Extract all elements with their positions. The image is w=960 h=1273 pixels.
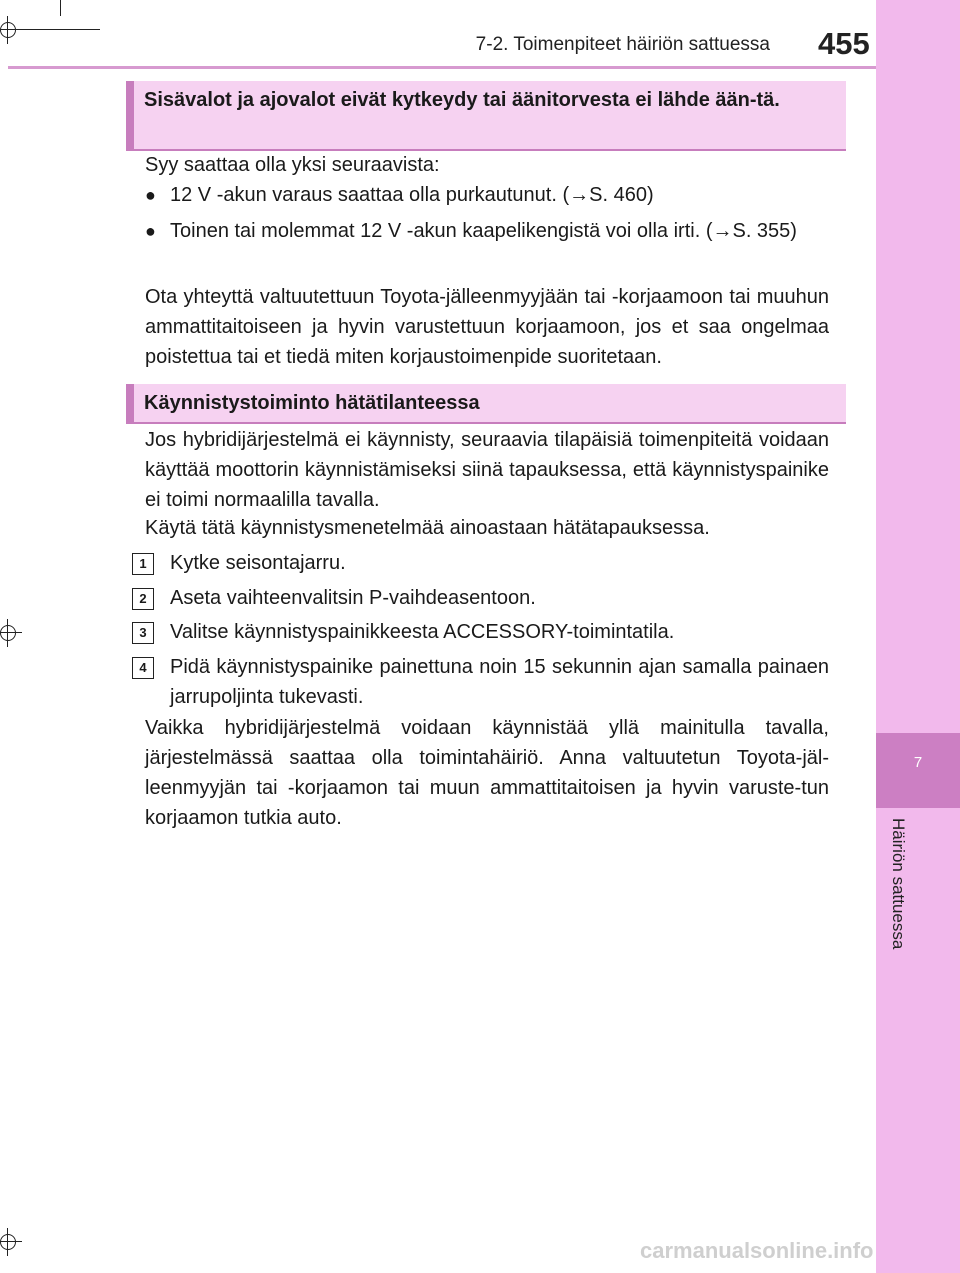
step-number: 1 <box>132 553 154 575</box>
list-item-text: 12 V -akun varaus saattaa olla purkautunut. (→S. 460) <box>170 184 654 206</box>
watermark: carmanualsonline.info <box>640 1238 874 1263</box>
step-number: 4 <box>132 657 154 679</box>
section-paragraph: Ota yhteyttä valtuutettuun Toyota-jälleenmyyjään tai -korjaamoon tai muuhun ammattitaitoiseen ja hyvin varustettuun korjaamoon, jos et saa ongelmaa poistettua tai et tiedä miten korjaustoimenpide suoritetaan. <box>145 286 829 368</box>
header-title: 7-2. Toimenpiteet häiriön sattuessa <box>475 34 770 55</box>
crop-mark-icon <box>0 16 22 44</box>
step-number: 3 <box>132 622 154 644</box>
bullet-icon: ● <box>145 221 156 241</box>
section-heading: Sisävalot ja ajovalot eivät kytkeydy tai äänitorvesta ei lähde ään-tä. <box>126 81 846 151</box>
trim-line <box>20 29 100 30</box>
step-text: Aseta vaihteenvalitsin P-vaihdeasentoon. <box>170 587 536 609</box>
crop-mark-icon <box>0 1228 22 1256</box>
step-text: Kytke seisontajarru. <box>170 552 346 574</box>
crop-mark-icon <box>0 619 22 647</box>
section-intro: Syy saattaa olla yksi seuraavista: <box>145 154 440 176</box>
side-tab-strip <box>876 0 960 1273</box>
step-item <box>132 548 829 578</box>
trim-line <box>60 0 61 16</box>
section-intro-note: Käytä tätä käynnistysmenetelmää ainoastaan hätätapauksessa. <box>145 517 710 539</box>
step-text: Pidä käynnistyspainike painettuna noin 15 sekunnin ajan samalla painaen jarrupoljinta tukevasti. <box>170 656 829 708</box>
header-rule <box>8 66 876 69</box>
section-heading: Käynnistystoiminto hätätilanteessa <box>126 384 846 424</box>
step-text: Valitse käynnistyspainikkeesta ACCESSORY-toimintatila. <box>170 621 675 643</box>
list-item <box>145 180 829 210</box>
step-item <box>132 652 829 712</box>
page-number: 455 <box>818 26 870 61</box>
chapter-title-tab: Häiriön sattuessa <box>889 818 908 950</box>
chapter-number-tab[interactable]: 7 <box>876 733 960 808</box>
list-item <box>145 216 829 276</box>
section-paragraph: Vaikka hybridijärjestelmä voidaan käynnistää yllä mainitulla tavalla, järjestelmässä saattaa olla toimintahäiriö. Anna valtuutetun Toyota-jäl-leenmyyjän tai -korjaamon tai muun ammattitaitoisen ja hyvin varuste-tun korjaamon tutkia auto. <box>145 717 829 829</box>
list-item-text: Toinen tai molemmat 12 V -akun kaapelikengistä voi olla irti. (→S. 355) <box>170 220 797 242</box>
bullet-icon: ● <box>145 185 156 205</box>
section-intro: Jos hybridijärjestelmä ei käynnisty, seuraavia tilapäisiä toimenpiteitä voidaan käyttää moottorin käynnistämiseksi siinä tapauksessa, että käynnistyspainike ei toimi normaalilla tavalla. <box>145 429 829 511</box>
step-item <box>132 583 829 613</box>
step-item <box>132 617 829 647</box>
step-number: 2 <box>132 588 154 610</box>
